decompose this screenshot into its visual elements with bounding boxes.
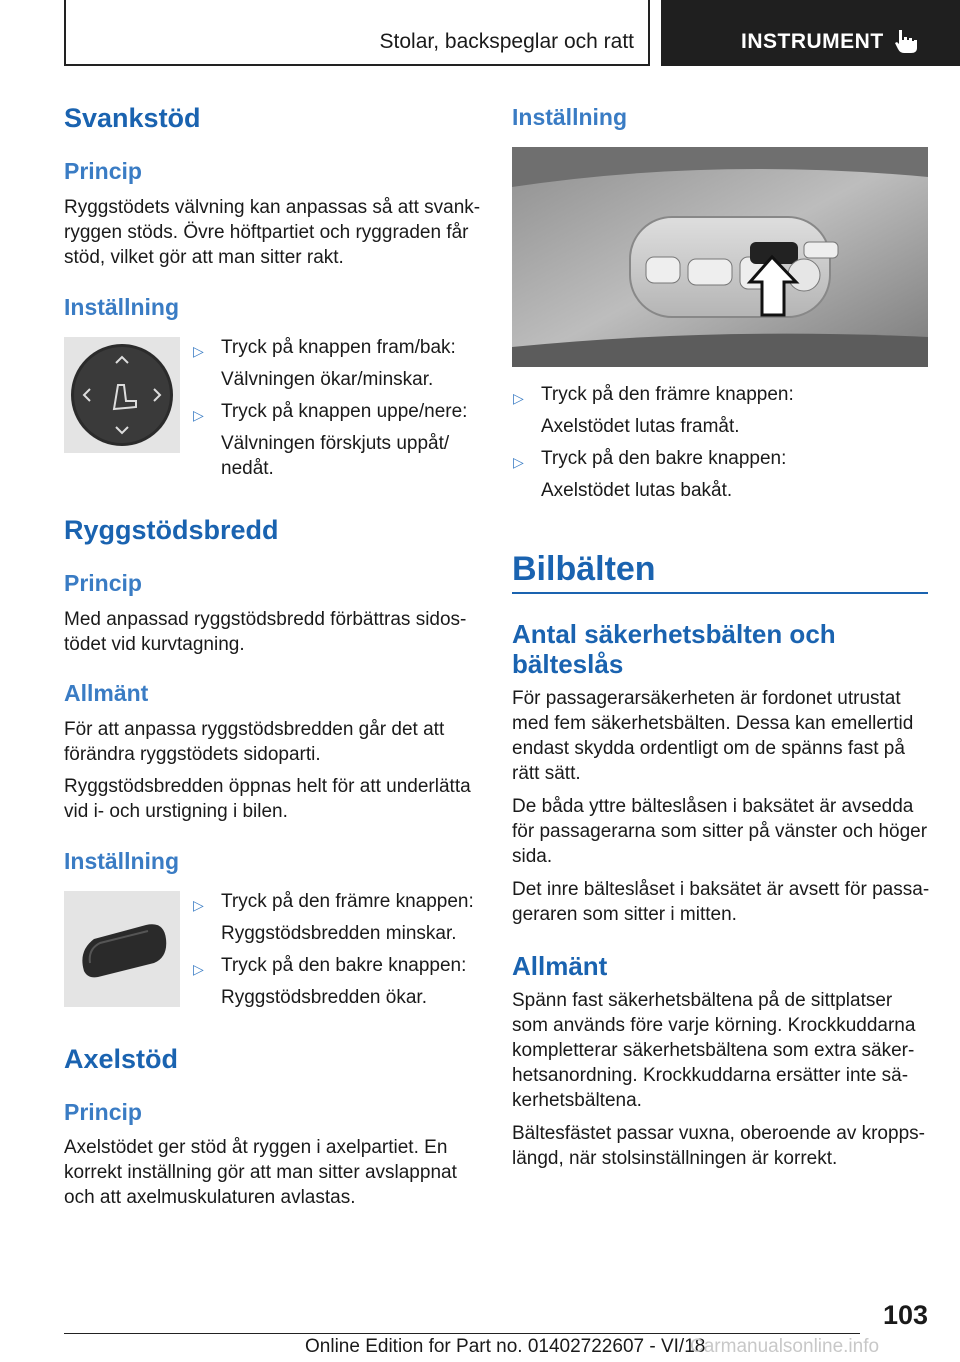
svankstod-bullet-2: Tryck på knappen uppe/nere: [221,401,468,422]
ryggstodsbredd-allmant-heading: Allmänt [64,680,149,706]
antal-text-line-2: med fem säkerhetsbälten. Dessa kan emellertid [512,713,914,734]
axelstod-princip-line-1: Axelstödet ger stöd åt ryggen i axelpartiet. En [64,1137,448,1158]
svankstod-installning-heading: Inställning [64,294,179,320]
footer-divider [64,1333,860,1334]
ryggstodsbredd-bullet-1-result: Ryggstödsbredden minskar. [221,923,457,944]
svankstod-title: Svankstöd [64,103,201,133]
ryggstodsbredd-title: Ryggstödsbredd [64,515,279,545]
svankstod-princip-line-1: Ryggstödets välvning kan anpassas så att svank- [64,197,481,218]
pointing-hand-icon [893,28,919,54]
ryggstodsbredd-installning-heading: Inställning [64,848,179,874]
page-number: 103 [882,1300,928,1330]
backrest-width-button-image [64,891,180,1007]
ryggstodsbredd-bullet-1: Tryck på den främre knappen: [221,891,474,912]
header-chapter-label: INSTRUMENT [741,30,884,53]
bilbalten-title: Bilbälten [512,550,656,588]
bilbalten-allmant-line-6: Bältesfästet passar vuxna, oberoende av kropps- [512,1123,925,1144]
header-chapter-tab [661,0,960,66]
ryggstodsbredd-bullet-2: Tryck på den bakre knappen: [221,955,467,976]
lumbar-control-image [64,337,180,453]
svankstod-princip-line-3: stöd, vilket gör att man sitter rakt. [64,247,344,268]
axelstod-princip-heading: Princip [64,1099,142,1125]
antal-text-line-1: För passagerarsäkerheten är fordonet utrustat [512,688,901,709]
svankstod-bullet-2-result-2: nedåt. [221,458,274,479]
bullet-triangle-icon: ▷ [513,390,524,406]
axelstod-bullet-1: Tryck på den främre knappen: [541,384,794,405]
bilbalten-allmant-line-4: hetsanordning. Krockkuddarna ersätter inte sä- [512,1065,909,1086]
ryggstodsbredd-princip-heading: Princip [64,570,142,596]
bullet-triangle-icon: ▷ [193,961,204,977]
bilbalten-allmant-line-3: kompletterar säkerhetsbältena som extra säker- [512,1040,915,1061]
antal-heading-line-1: Antal säkerhetsbälten och [512,619,836,649]
bilbalten-divider [512,592,928,594]
bullet-triangle-icon: ▷ [193,343,204,359]
axelstod-bullet-2: Tryck på den bakre knappen: [541,448,787,469]
antal-heading-line-2: bälteslås [512,649,624,679]
antal-text-line-4: rätt sätt. [512,763,581,784]
footer-edition: Online Edition for Part no. 01402722607 - VI/18 [305,1336,706,1357]
ryggstodsbredd-allmant-line-2: förändra ryggstödets sidoparti. [64,744,321,765]
axelstod-bullet-1-result: Axelstödet lutas framåt. [541,416,740,437]
header-section-box [64,0,650,66]
svankstod-bullet-2-result-1: Välvningen förskjuts uppåt/ [221,433,450,454]
bullet-triangle-icon: ▷ [513,454,524,470]
svankstod-princip-heading: Princip [64,158,142,184]
antal-text-line-3: endast skydda ordentligt om de spänns fast på [512,738,905,759]
antal-text-line-7: sida. [512,846,553,867]
ryggstodsbredd-allmant-line-3: Ryggstödsbredden öppnas helt för att underlätta [64,776,471,797]
footer-watermark: Carmanualsonline.info [690,1336,880,1357]
antal-text-line-9: geraren som sitter i mitten. [512,904,737,925]
svankstod-bullet-1-result: Välvningen ökar/minskar. [221,369,434,390]
bullet-triangle-icon: ▷ [193,407,204,423]
bilbalten-allmant-line-1: Spänn fast säkerhetsbältena på de sittplatser [512,990,893,1011]
ryggstodsbredd-princip-line-1: Med anpassad ryggstödsbredd förbättras sidos- [64,609,467,630]
bilbalten-allmant-line-2: som används före varje körning. Krockkuddarna [512,1015,916,1036]
axelstod-princip-line-3: och att axelmuskulaturen avlastas. [64,1187,356,1208]
bilbalten-allmant-line-5: kerhetsbältena. [512,1090,642,1111]
bilbalten-allmant-heading: Allmänt [512,951,608,981]
bilbalten-allmant-line-7: längd, när stolsinställningen är korrekt. [512,1148,838,1169]
axelstod-bullet-2-result: Axelstödet lutas bakåt. [541,480,733,501]
ryggstodsbredd-princip-line-2: tödet vid kurvtagning. [64,634,245,655]
axelstod-installning-heading: Inställning [512,104,627,130]
antal-text-line-8: Det inre bälteslåset i baksätet är avsett för passa- [512,879,930,900]
axelstod-title: Axelstöd [64,1044,179,1074]
svankstod-princip-line-2: ryggen stöds. Övre höftpartiet och ryggraden får [64,222,469,243]
header-section-title: Stolar, backspeglar och ratt [379,30,634,53]
bullet-triangle-icon: ▷ [193,897,204,913]
antal-text-line-5: De båda yttre bälteslåsen i baksätet är avsedda [512,796,914,817]
antal-text-line-6: för passagerarna som sitter på vänster och höger [512,821,928,842]
axelstod-princip-line-2: korrekt inställning gör att man sitter avslappnat [64,1162,457,1183]
svankstod-bullet-1: Tryck på knappen fram/bak: [221,337,456,358]
ryggstodsbredd-bullet-2-result: Ryggstödsbredden ökar. [221,987,427,1008]
shoulder-support-seat-image [512,147,928,367]
ryggstodsbredd-allmant-line-1: För att anpassa ryggstödsbredden går det att [64,719,445,740]
ryggstodsbredd-allmant-line-4: vid i- och urstigning i bilen. [64,801,288,822]
